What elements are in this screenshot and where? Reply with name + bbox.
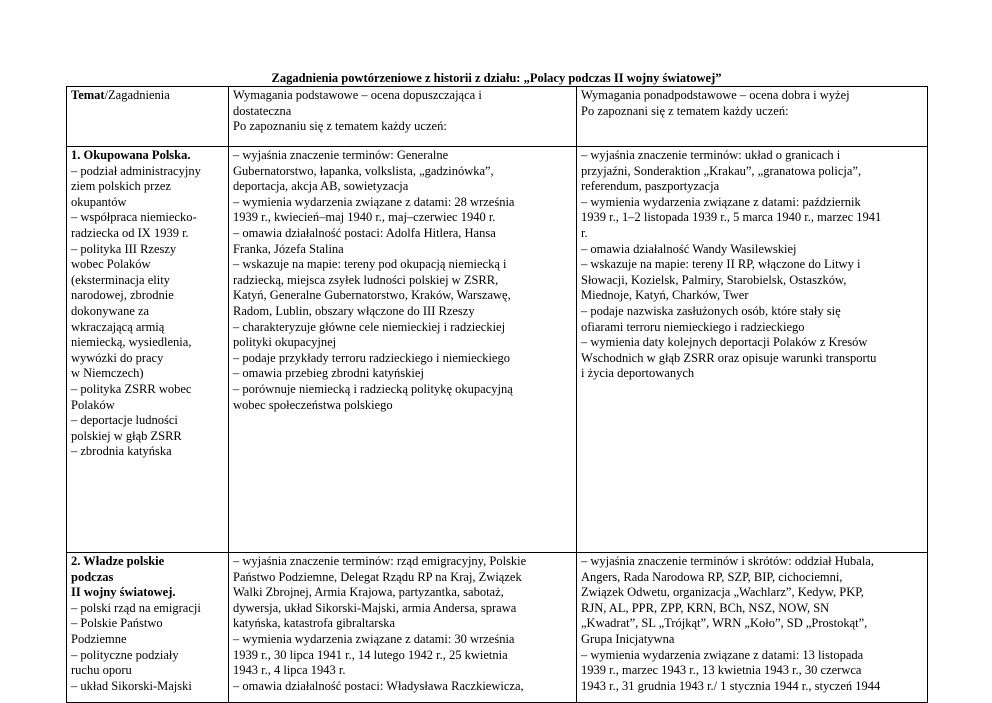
- text-line: referendum, paszportyzacja: [581, 179, 720, 194]
- text-line: Związek Odwetu, organizacja „Wachlarz”, Kedyw, PKP,: [581, 585, 864, 600]
- text-line: – polityka III Rzeszy: [71, 241, 177, 256]
- table-row: [67, 147, 928, 553]
- text-line: Po zapoznaniu się z tematem każdy uczeń:: [233, 119, 447, 134]
- text-line: – podaje nazwiska zasłużonych osób, które stały się: [581, 303, 841, 318]
- basic-requirements-cell: [229, 553, 577, 703]
- header-basic-cell: [229, 87, 577, 147]
- text-line: 1943 r., 4 lipca 1943 r.: [233, 663, 346, 678]
- text-line: ziem polskich przez: [71, 179, 171, 194]
- text-line: – wyjaśnia znaczenie terminów i skrótów: oddział Hubala,: [581, 554, 874, 568]
- text-line: Miednoje, Katyń, Charków, Twer: [581, 288, 749, 303]
- text-line: polityki okupacyjnej: [233, 335, 337, 350]
- text-line: Katyń, Generalne Gubernatorstwo, Kraków, Warszawę,: [233, 288, 511, 303]
- topic-items: [71, 601, 224, 695]
- text-line: Walki Zbrojnej, Armia Krajowa, partyzantka, sabotaż,: [233, 585, 504, 600]
- text-line: Słowacji, Kozielsk, Palmiry, Starobielsk, Ostaszków,: [581, 272, 847, 287]
- text-line: II wojny światowej.: [71, 585, 176, 600]
- text-line: radziecka od IX 1939 r.: [71, 225, 189, 240]
- text-line: – charakteryzuje główne cele niemieckiej i radzieckiej: [233, 319, 506, 334]
- text-line: Angers, Rada Narodowa RP, SZP, BIP, cichociemni,: [581, 569, 843, 584]
- text-line: niemiecką, wysiedlenia,: [71, 335, 192, 350]
- text-line: – polityka ZSRR wobec: [71, 381, 192, 396]
- document-title: Zagadnienia powtórzeniowe z historii z działu: „Polacy podczas II wojny światowej”: [271, 71, 722, 85]
- text-line: 1939 r., 30 lipca 1941 r., 14 lutego 1942 r., 25 kwietnia: [233, 647, 508, 662]
- text-line: – deportacje ludności: [71, 413, 178, 428]
- text-line: 1. Okupowana Polska.: [71, 148, 191, 162]
- text-line: Wymagania ponadpodstawowe – ocena dobra i wyżej: [581, 88, 850, 102]
- text-line: – wyjaśnia znaczenie terminów: rząd emigracyjny, Polskie: [233, 554, 527, 568]
- text-line: okupantów: [71, 194, 127, 209]
- text-line: Polaków: [71, 397, 115, 412]
- text-line: (eksterminacja elity: [71, 272, 170, 287]
- topic-cell: [67, 147, 229, 553]
- text-line: dywersja, układ Sikorski-Majski, armia Andersa, sprawa: [233, 600, 517, 615]
- topic-title: [71, 554, 224, 601]
- header-topic-cell: [67, 87, 229, 147]
- basic-requirements-cell: [229, 147, 577, 553]
- header-topic-rest: /Zagadnienia: [104, 88, 170, 102]
- text-line: – układ Sikorski-Majski: [71, 678, 192, 693]
- text-line: – podaje przykłady terroru radzieckiego i niemieckiego: [233, 350, 510, 365]
- text-line: – wymienia wydarzenia związane z datami: 30 września: [233, 631, 515, 646]
- text-line: – omawia działalność postaci: Władysława Raczkiewicza,: [233, 678, 524, 693]
- text-line: – zbrodnia katyńska: [71, 444, 172, 459]
- text-line: wobec społeczeństwa polskiego: [233, 397, 393, 412]
- text-line: Franka, Józefa Stalina: [233, 241, 344, 256]
- text-line: radziecką, miejsca zsyłek ludności polskiej w ZSRR,: [233, 272, 499, 287]
- document-page: [66, 70, 927, 703]
- text-line: Podziemne: [71, 631, 127, 646]
- text-line: Grupa Inicjatywna: [581, 631, 675, 646]
- text-line: – wskazuje na mapie: tereny pod okupacją niemiecką i: [233, 257, 507, 272]
- text-line: podczas: [71, 569, 114, 584]
- header-advanced-cell: [577, 87, 928, 147]
- text-line: ruchu oporu: [71, 663, 132, 678]
- text-line: – wymienia daty kolejnych deportacji Polaków z Kresów: [581, 335, 868, 350]
- text-line: 2. Władze polskie: [71, 554, 165, 568]
- text-line: – wymienia wydarzenia związane z datami: 13 listopada: [581, 647, 864, 662]
- table-row: [67, 553, 928, 703]
- text-line: – omawia działalność Wandy Wasilewskiej: [581, 241, 797, 256]
- text-line: – współpraca niemiecko-: [71, 210, 197, 225]
- text-line: dokonywane za: [71, 303, 150, 318]
- text-line: „Kwadrat”, SL „Trójkąt”, WRN „Koło”, SD „Prostokąt”,: [581, 616, 868, 631]
- text-line: – omawia działalność postaci: Adolfa Hitlera, Hansa: [233, 225, 496, 240]
- topic-cell: [67, 553, 229, 703]
- text-line: – polski rząd na emigracji: [71, 600, 201, 615]
- text-line: Radom, Lublin, obszary włączone do III Rzeszy: [233, 303, 475, 318]
- table-header-row: [67, 87, 928, 147]
- text-line: – omawia przebieg zbrodni katyńskiej: [233, 366, 424, 381]
- text-line: 1939 r., marzec 1943 r., 13 kwietnia 1943 r., 30 czerwca: [581, 663, 862, 678]
- text-line: Wschodnich w głąb ZSRR oraz opisuje warunki transportu: [581, 350, 877, 365]
- text-line: – Polskie Państwo: [71, 616, 163, 631]
- text-line: RJN, AL, PPR, ZPP, KRN, BCh, NSZ, NOW, SN: [581, 600, 830, 615]
- text-line: Gubernatorstwo, łapanka, volkslista, „gadzinówka”,: [233, 163, 494, 178]
- text-line: – podział administracyjny: [71, 163, 201, 178]
- text-line: ofiarami terroru niemieckiego i radzieckiego: [581, 319, 805, 334]
- advanced-requirements-cell: [577, 553, 928, 703]
- text-line: wkraczającą armią: [71, 319, 165, 334]
- text-line: Państwo Podziemne, Delegat Rządu RP na Kraj, Związek: [233, 569, 522, 584]
- text-line: – wskazuje na mapie: tereny II RP, włączone do Litwy i: [581, 257, 861, 272]
- text-line: – porównuje niemiecką i radziecką politykę okupacyjną: [233, 381, 513, 396]
- text-line: 1939 r., 1–2 listopada 1939 r., 5 marca 1940 r., marzec 1941: [581, 210, 882, 225]
- text-line: wywózki do pracy: [71, 350, 164, 365]
- text-line: – wyjaśnia znaczenie terminów: układ o granicach i: [581, 148, 841, 162]
- text-line: i życia deportowanych: [581, 366, 695, 381]
- text-line: – wymienia wydarzenia związane z datami: październik: [581, 194, 861, 209]
- advanced-requirements-cell: [577, 147, 928, 553]
- text-line: dostateczna: [233, 103, 292, 118]
- text-line: 1939 r., kwiecień–maj 1940 r., maj–czerwiec 1940 r.: [233, 210, 496, 225]
- topic-title: [71, 148, 224, 164]
- text-line: wobec Polaków: [71, 257, 151, 272]
- text-line: r.: [581, 225, 588, 240]
- text-line: narodowej, zbrodnie: [71, 288, 174, 303]
- header-topic-bold: Temat: [71, 88, 105, 102]
- text-line: – polityczne podziały: [71, 647, 179, 662]
- requirements-table: [66, 86, 928, 703]
- text-line: polskiej w głąb ZSRR: [71, 428, 182, 443]
- text-line: 1943 r., 31 grudnia 1943 r./ 1 stycznia 1944 r., styczeń 1944: [581, 678, 881, 693]
- text-line: – wymienia wydarzenia związane z datami: 28 września: [233, 194, 515, 209]
- topic-items: [71, 164, 224, 460]
- text-line: Po zapoznani się z tematem każdy uczeń:: [581, 103, 789, 118]
- text-line: Wymagania podstawowe – ocena dopuszczająca i: [233, 88, 482, 102]
- text-line: w Niemczech): [71, 366, 144, 381]
- text-line: przyjaźni, Sonderaktion „Krakau”, „granatowa policja”,: [581, 163, 862, 178]
- text-line: – wyjaśnia znaczenie terminów: Generalne: [233, 148, 449, 162]
- text-line: katyńska, katastrofa gibraltarska: [233, 616, 396, 631]
- text-line: deportacja, akcja AB, sowietyzacja: [233, 179, 409, 194]
